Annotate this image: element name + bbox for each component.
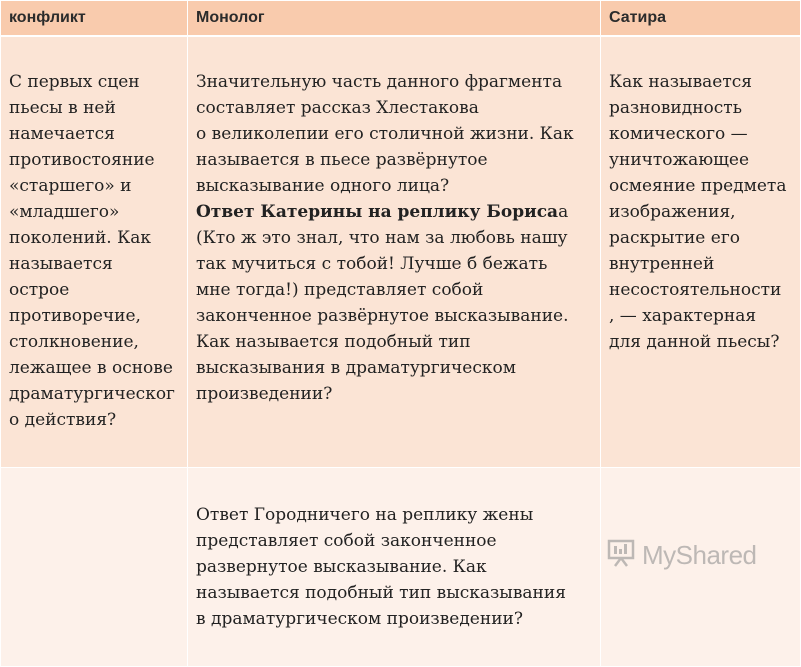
presentation-board-icon — [606, 538, 636, 573]
header-satire: Сатира — [601, 1, 801, 37]
katerina-answer-heading: Ответ Катерины на реплику Бориса — [196, 202, 559, 222]
watermark-text: MyShared — [642, 540, 757, 570]
monologue-quote-text: а (Кто ж это знал, что нам за любовь нашу так мучиться с тобой! Лучше б бежать мне тогда!) представляет собой законченное развёрнутое высказывание. Как называется подобный тип высказывания в драматургическом произведении? — [196, 202, 569, 404]
monologue-question-text: Значительную часть данного фрагмента составляет рассказ Хлестакова о великолепии его столичной жизни. Как называется в пьесе развёрнутое высказывание одного лица? — [196, 72, 574, 196]
satire-question-cell — [601, 36, 801, 468]
conflict-question-text: С первых сцен пьесы в ней намечается противостояние «старшего» и «младшего» поколений. Как называется острое противоречие, столкновение, лежащее в основе драматургическог о действия? — [9, 72, 175, 430]
monologue-question-cell — [188, 36, 601, 468]
table-row — [1, 36, 801, 468]
header-row — [1, 1, 801, 37]
empty-cell-left — [1, 468, 188, 667]
header-monologue: Монолог — [188, 1, 601, 37]
gorodnichy-question-text: Ответ Городничего на реплику жены представляет собой законченное развернутое высказывание. Как называется подобный тип высказывания в драматургическом произведении? — [196, 505, 566, 629]
conflict-question-cell — [1, 36, 188, 468]
gorodnichy-question-cell — [188, 468, 601, 667]
header-conflict: конфликт — [1, 1, 188, 37]
satire-question-text: Как называется разновидность комического — уничтожающее осмеяние предмета изображения, раскрытие его внутренней несостоятельности , — характерная для данной пьесы? — [609, 72, 787, 352]
myshared-watermark — [606, 538, 757, 573]
